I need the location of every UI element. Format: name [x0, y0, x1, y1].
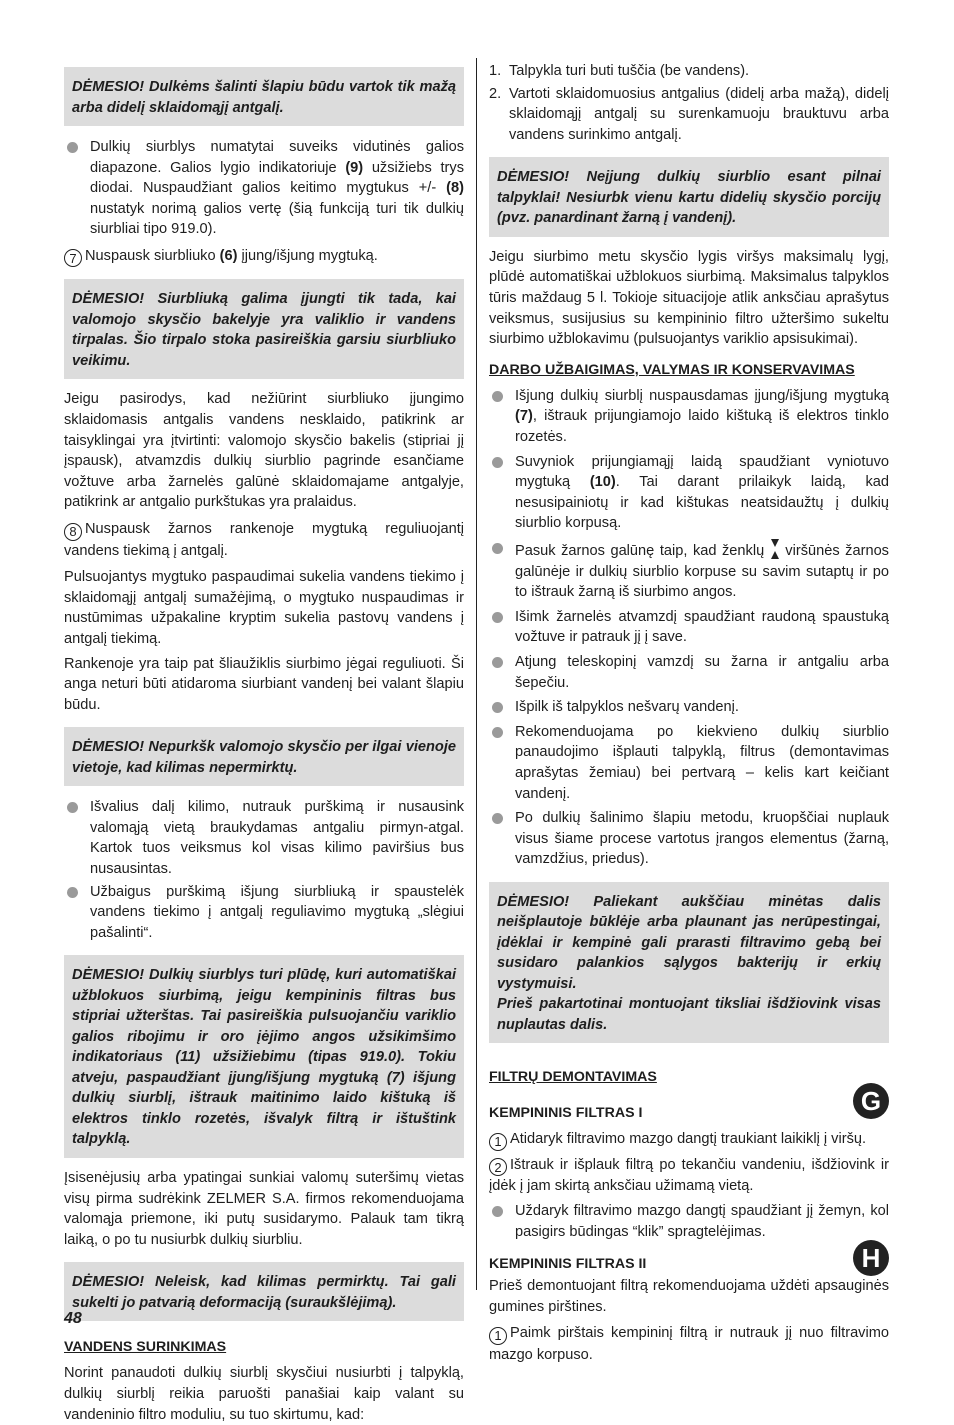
warning-box: DĖMESIO! Nepurkšk valomojo skysčio per ilgai vienoje vietoje, kad kilimas nepermirktų. — [64, 727, 464, 786]
list-item: Pasuk žarnos galūnę taip, kad ženklų viršūnės žarnos galūnėje ir dulkių siurblio korpuse su savim sutaptų ir po to ištrauk žarną iš siurbimo angos. — [489, 538, 889, 603]
bullet-dot-icon — [492, 727, 503, 738]
paragraph: Jeigu pasirodys, kad nežiūrint siurbliuko įjungimo sklaidomasis antgalis vandens nesklaido, patikrink ar taisyklingai yra įtvirtinti: valomojo skysčio bakelis (stipriai jį įspausk), atvamzdis dulkių siurblio pagrinde esančiame vožtuve arba žarnelės galūnė sklaidomajame antgalyje, patikrink ar antgalio purkštukas yra pralaidus. — [64, 391, 464, 511]
column-divider — [476, 58, 477, 1290]
paragraph: Jeigu siurbimo metu skysčio lygis viršys maksimalų lygį, plūdė automatiškai užblokuos siurbimą. Maksimalus talpyklos tūris maždaug 5 l. Tokioje situacijoje atlik anksčiau aprašytus veiksmus, susijusius su kempininio filtro užteršimo sukeltu siurbimo užblokavimu (pulsuojantys variklio apsisukimai). — [489, 248, 889, 348]
step-7: 7 Nuspausk siurbliuko (6) įjung/išjung mygtuką. — [64, 246, 464, 268]
warning-box: DĖMESIO! Siurbliuką galima įjungti tik tada, kai valomojo skysčio bakelyje yra valiklio ir vandens tirpalas. Šio tirpalo stoka pasireiškia garsiu siurbliuko veikimu. — [64, 279, 464, 379]
step-number-icon: 2 — [489, 1158, 507, 1176]
list-item: 1. Talpykla turi buti tuščia (be vandens). — [489, 63, 750, 79]
step-number-icon: 8 — [64, 523, 82, 541]
filter-section-h — [489, 1242, 889, 1365]
bullet-dot-icon — [492, 457, 503, 468]
warning-box: DĖMESIO! Dulkių siurblys turi plūdę, kuri automatiškai užblokuos siurbimą, jeigu kempininis filtras bus stipriai užterštas. Tai pasireiškia pulsuojančiu variklio galios ribojimu ir oro įėjimo angos užsikimšimo indikatoriaus (11) užsižiebimu (tipas 919.0). Tokiu atveju, paspaudžiant įjung/išjung mygtuką (7) išjung dulkių siurblį, ištrauk maitinimo laido kištuką iš elektros tinklo rozetės, išvalyk filtrą ir ištuštink talpyklą. — [64, 955, 464, 1158]
list-item: Išimk žarnelės atvamzdį spaudžiant raudoną spaustuką vožtuve ir patrauk jį į save. — [489, 607, 889, 648]
step-8: 8 Nuspausk žarnos rankenoje mygtuką reguliuojantį vandens tiekimą į antgalį. — [64, 521, 464, 559]
warning-box: DĖMESIO! Dulkėms šalinti šlapiu būdu vartok tik mažą arba didelį sklaidomąjį antgalį. — [64, 67, 464, 126]
paragraph: Norint panaudoti dulkių siurblį skysčiui nusiurbti į talpyklą, dulkių siurblį reikia paruošti panašiai kaip valant su vandeninio filtro moduliu, su tuo skirtumu, kad: — [64, 1365, 464, 1423]
list-item: 2. Vartoti sklaidomuosius antgalius (didelį arba mažą), didelį sklaidomąjį antgalį su surenkamuoju brauktuvu arba vandens surinkimo antgalį. — [489, 85, 889, 143]
section-heading: VANDENS SURINKIMAS — [64, 1339, 227, 1356]
subsection-heading: KEMPININIS FILTRAS II — [489, 1256, 647, 1273]
section-heading: DARBO UŽBAIGIMAS, VALYMAS IR KONSERVAVIMAS — [489, 361, 855, 378]
section-heading: FILTRŲ DEMONTAVIMAS — [489, 1069, 657, 1086]
step-number-icon: 7 — [64, 249, 82, 267]
step-2: 2 Ištrauk ir išplauk filtrą po tekančiu vandeniu, išdžiovink ir įdėk į jam skirtą anksčiau užimamą vietą. — [489, 1156, 889, 1195]
warning-box: DĖMESIO! Neleisk, kad kilimas permirktų. Tai gali sukelti jo patvarią deformaciją (suraukšlėjimą). — [64, 1262, 464, 1321]
bullet-dot-icon — [492, 657, 503, 668]
bullet-dot-icon — [492, 612, 503, 623]
warning-box: DĖMESIO! Paliekant aukščiau minėtas dalis neišplautoje būklėje arba plaunant jas nerūpestingai, įdėklai ir kempinė gali prarasti filtravimo gebą bei susidaro palankios sąlygos bakterijų ir erkių vystymuisi. Prieš pakartotinai montuojant tiksliai išdžiovink visas nuplautas dalis. — [489, 882, 889, 1044]
paragraph: Prieš demontuojant filtrą rekomenduojama uždėti apsauginės gumines pirštines. — [489, 1278, 889, 1315]
bullet-dot-icon — [492, 702, 503, 713]
list-item: Suvyniok prijungiamąjį laidą spaudžiant vyniotuvo mygtuką (10). Tai darant prilaikyk laidą, kad nesusipainiotų ir kad kištukas neatsidaužtų į dulkių siurblio korpusą. — [489, 452, 889, 534]
paragraph: Pulsuojantys mygtuko paspaudimai sukelia vandens tiekimo į sklaidomąjį antgalį sumažėjimą, o mygtuko nuspaudimas ir nustūmimas užpakaline kryptim sukelia pastovų vandens į antgalį tiekimą. — [64, 569, 464, 647]
step-number-icon: 1 — [489, 1133, 507, 1151]
bullet-dot-icon — [67, 142, 78, 153]
right-column — [489, 58, 889, 1365]
list-item: Užbaigus purškimą išjung siurbliuką ir spaustelėk vandens tiekimo į antgalį reguliavimo mygtuką „slėgiui pašalinti“. — [64, 882, 464, 944]
step-1: 1 Paimk pirštais kempininį filtrą ir nutrauk jį nuo filtravimo mazgo korpuso. — [489, 1325, 889, 1363]
list-item: Išvalius dalį kilimo, nutrauk purškimą ir nusausink valomąją vietą braukydamas antgaliu pirmyn-atgal. Kartok tuos veiksmus kol visas kilimo paviršius bus nusausintas. — [64, 797, 464, 879]
bullet-dot-icon — [67, 802, 78, 813]
list-item: Atjung teleskopinį vamzdį su žarna ir antgaliu arba šepečiu. — [489, 652, 889, 693]
list-item: Išpilk iš talpyklos nešvarų vandenį. — [489, 697, 889, 718]
list-item: Rekomenduojama po kiekvieno dulkių siurblio panaudojimo išplauti talpyklą, filtrus (demontavimas aprašytas žemiau) bei pertvarą – kelis kart keičiant vandenį. — [489, 722, 889, 804]
bullet-dot-icon — [492, 543, 503, 554]
bullet-dot-icon — [492, 391, 503, 402]
left-column — [64, 58, 464, 1425]
paragraph: Įsisenėjusių arba ypatingai sunkiai valomų suteršimų vietas visų pirma sudrėkink ZELMER S.A. firmos rekomenduojama valomąja priemone, iki putų susidarymo. Palauk tam tikrą laiką, o po tu nusiurbk dulkių siurbliu. — [64, 1169, 464, 1248]
bullet-dot-icon — [67, 887, 78, 898]
figure-g-badge: G — [853, 1083, 889, 1119]
step-number-icon: 1 — [489, 1327, 507, 1345]
paragraph: Rankenoje yra taip pat šliaužiklis siurbimo jėgai reguliuoti. Ši anga neturi būti atidaroma siurbiant vandenį bei valant šlapiu būdu. — [64, 655, 464, 713]
list-item: Dulkių siurblys numatytai suveiks vidutinės galios diapazone. Galios lygio indikatoriuje (9) užsižiebs trys diodai. Nuspaudžiant galios keitimo mygtukus +/- (8) nustatyk norimą galios vertę (šią funkciją turi tik dulkių siurbliai tipo 919.0). — [64, 137, 464, 240]
step-1: 1 Atidaryk filtravimo mazgo dangtį traukiant laikiklį į viršų. — [489, 1129, 889, 1151]
filter-section-g — [489, 1085, 889, 1242]
figure-h-badge: H — [853, 1240, 889, 1276]
page-number: 48 — [64, 1310, 82, 1327]
warning-box: DĖMESIO! Neįjung dulkių siurblio esant pilnai talpyklai! Nesiurbk vienu kartu didelių skysčio porcijų (pvz. panardinant žarną į vandenį). — [489, 157, 889, 237]
list-item: Po dulkių šalinimo šlapiu metodu, kruopščiai nuplauk visus šiame procese vartotus įrangos elementus (žarną, vamzdžius, priedus). — [489, 808, 889, 870]
subsection-heading: KEMPININIS FILTRAS I — [489, 1105, 643, 1122]
bullet-dot-icon — [492, 1206, 503, 1217]
list-item: Išjung dulkių siurblį nuspausdamas įjung/išjung mygtuką (7), ištrauk prijungiamojo laido kištuką iš elektros tinklo rozetės. — [489, 386, 889, 448]
list-item: Uždaryk filtravimo mazgo dangtį spaudžiant jį žemyn, kol pasigirs būdingas “klik” spragtelėjimas. — [489, 1201, 889, 1242]
bullet-dot-icon — [492, 813, 503, 824]
alignment-arrows-icon — [770, 538, 780, 560]
